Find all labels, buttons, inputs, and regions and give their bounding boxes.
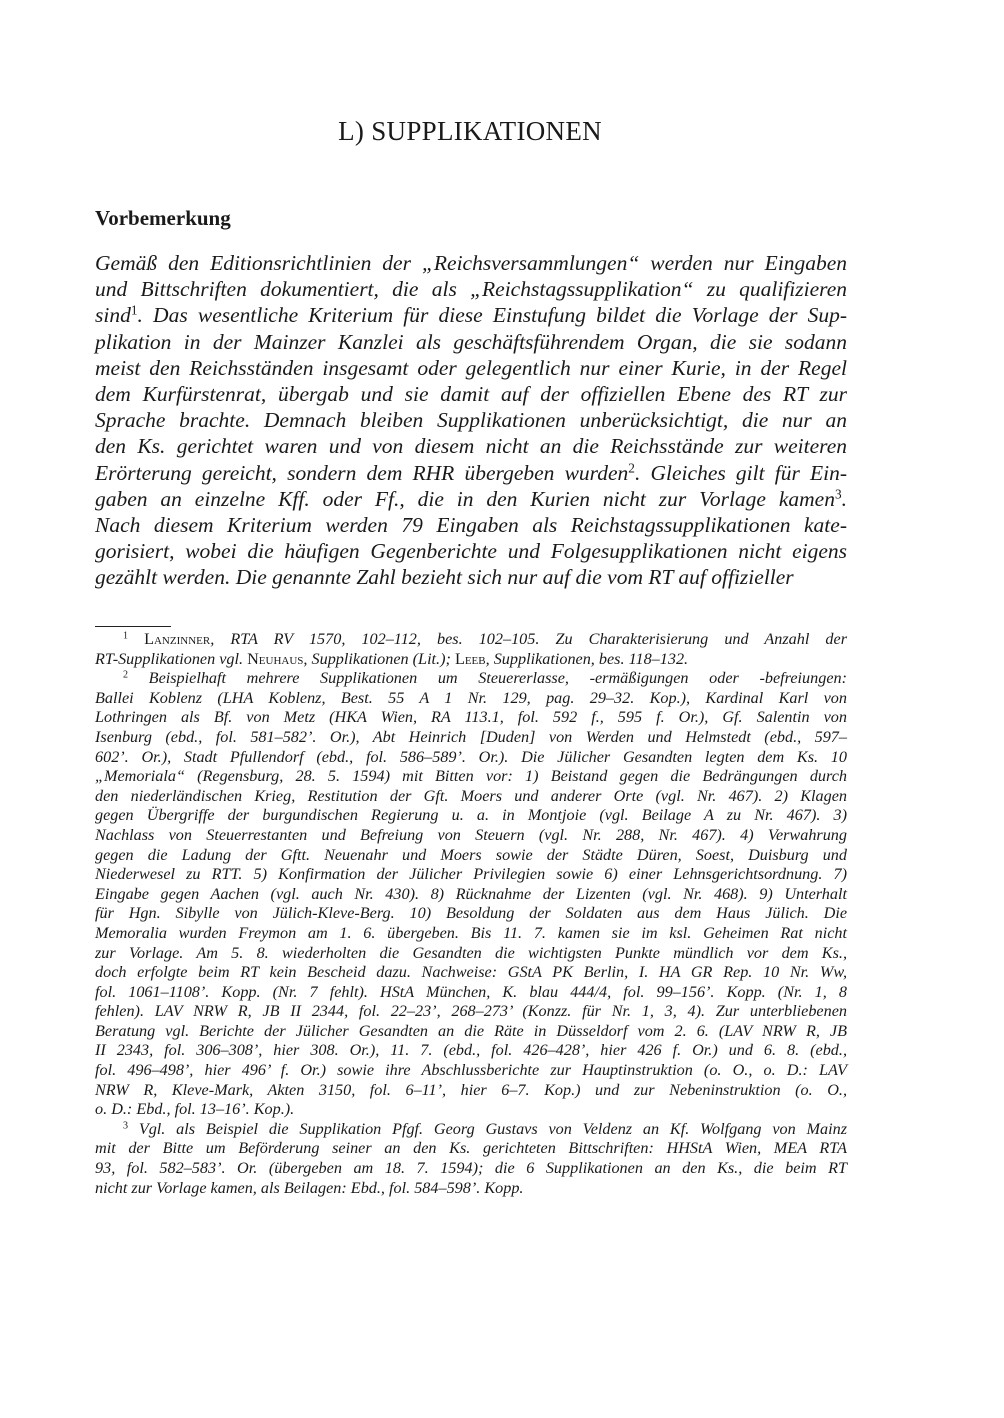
text-line [95, 512, 847, 538]
text-segment: 93, fol. 582–583’. Or. (übergeben am 18. 7. 1594); die 6 Supplikationen an den Ks., die beim RT [95, 1159, 847, 1178]
section-title: L) SUPPLIKATIONEN [338, 116, 602, 146]
text-segment: zur Vorlage. Am 5. 8. wiederholten die Gesandten die wichtigsten Punkte mündlich vor dem Ks., [95, 943, 847, 962]
footnote-marker: 2 [628, 460, 635, 476]
footnote-line [95, 1061, 847, 1081]
text-segment: dem Kurfürstenrat, übergab und sie damit auf der offiziellen Ebene des RT zur [95, 382, 847, 407]
footnote-line [95, 1041, 847, 1061]
text-segment: Isenburg (ebd., fol. 581–582’. Or.), Abt Heinrich [Duden] von Werden und Helmstedt (ebd., 597– [95, 727, 847, 746]
footnote-line [95, 983, 847, 1003]
text-segment: , RTA RV 1570, 102–112, bes. 102–105. Zu Charakterisierung und Anzahl der [210, 630, 847, 648]
footnote-divider [95, 626, 171, 627]
footnote-line [95, 650, 847, 670]
text-segment: doch erfolgte beim RT kein Bescheid dazu. Nachweise: GStA PK Berlin, I. HA GR Rep. 10 Nr. Ww, [95, 963, 847, 982]
text-segment: Beratung vgl. Berichte der Jülicher Gesandten an die Räte in Düsseldorf vom 2. 6. (LAV NRW R, JB [95, 1021, 847, 1040]
text-segment: Nach diesem Kriterium werden 79 Eingaben als Reichstagssupplikationen kate- [95, 513, 847, 538]
text-segment: gaben an einzelne Kff. oder Ff., die in den Kurien nicht zur Vorlage kamen [95, 486, 835, 511]
text-segment: fol. 496–498’, hier 496’ f. Or.) sowie ihre Abschlussberichte zur Hauptinstruktion (o. O., o. D.: LAV [95, 1061, 847, 1080]
footnote-line [95, 924, 847, 944]
text-line [95, 433, 847, 459]
text-segment: gegen die Ladung der Gftt. Neuenahr und Moers sowie der Städte Düren, Soest, Duisburg und [95, 845, 847, 864]
footnote-line [95, 669, 847, 689]
footnote-marker: 1 [130, 303, 138, 319]
text-segment: fehlen). LAV NRW R, JB II 2344, fol. 22–23’, 268–273’ (Konzz. für Nr. 1, 3, 4). Zur unterbliebenen [95, 1002, 847, 1021]
text-segment: . [841, 486, 847, 511]
footnote-line [95, 708, 847, 728]
text-segment: gezählt werden. Die genannte Zahl bezieht sich nur auf die vom RT auf offizieller [95, 565, 794, 590]
text-segment: Lothringen als Bf. von Metz (HKA Wien, RA 113.1, fol. 592 f., 595 f. Or.), Gf. Salentin von [95, 708, 847, 727]
main-text [95, 250, 847, 591]
footnote-marker: 1 [123, 630, 129, 642]
section-heading: Vorbemerkung [95, 206, 231, 230]
text-segment: nicht zur Vorlage kamen, als Beilagen: Ebd., fol. 584–598’. Kopp. [95, 1178, 524, 1197]
text-segment: Vgl. als Beispiel die Supplikation Pfgf. Georg Gustavs von Veldenz an Kf. Wolfgang von Mainz [128, 1119, 847, 1138]
text-segment [128, 630, 144, 648]
text-line [95, 302, 847, 328]
footnote-line [95, 1120, 847, 1140]
footnote-line [95, 787, 847, 807]
text-segment: o. D.: Ebd., fol. 13–16’. Kop.). [95, 1100, 295, 1119]
text-line [95, 538, 847, 564]
text-segment: sind [95, 303, 131, 328]
text-segment: Erörterung gereicht, sondern dem RHR übergeben wurden [95, 460, 629, 485]
text-line [95, 276, 847, 302]
text-segment: mit der Bitte um Beförderung seiner an den Ks. gerichteten Bittschriften: HHStA Wien, MEA RTA [95, 1139, 847, 1158]
text-segment: Beispielhaft mehrere Supplikationen um Steuererlasse, -ermäßigungen oder -befreiungen: [128, 669, 847, 688]
text-segment: Eingabe gegen Aachen (vgl. auch Nr. 430). 8) Rücknahme der Lizenten (vgl. Nr. 468). 9) Unterhalt [95, 884, 847, 903]
footnote-line [95, 944, 847, 964]
footnote-line [95, 826, 847, 846]
text-segment: plikation in der Mainzer Kanzlei als geschäftsführendem Organ, die sie sodann [95, 329, 847, 354]
text-line [95, 407, 847, 433]
footnote-line [95, 748, 847, 768]
text-segment: für Hgn. Sibylle von Jülich-Kleve-Berg. 10) Besoldung der Soldaten aus dem Haus Jülich. Die [95, 904, 847, 923]
text-segment: . Das wesentliche Kriterium für diese Einstufung bildet die Vorlage der Sup- [137, 303, 847, 328]
text-segment: II 2343, fol. 306–308’, hier 308. Or.), 11. 7. (ebd., fol. 426–428’, hier 426 f. Or.) und 6. 8. (ebd., [95, 1041, 847, 1060]
text-segment: Gemäß den Editionsrichtlinien der „Reichsversammlungen“ werden nur Eingaben [95, 251, 847, 275]
text-segment: Leeb [454, 649, 486, 668]
text-segment: , Supplikationen (Lit.); [303, 649, 455, 668]
text-segment: 602’. Or.), Stadt Pfullendorf (ebd., fol. 586–589’. Or.). Die Jülicher Gesandten legten dem Ks. 10 [95, 747, 847, 766]
text-line [95, 329, 847, 355]
footnote-line [95, 630, 847, 650]
text-segment: gegen Übergriffe der burgundischen Regierung u. a. in Montjoie (vgl. Beilage A zu Nr. 467). 3) [95, 806, 847, 825]
text-segment: „Memoriala“ (Regensburg, 28. 5. 1594) mit Bitten vor: 1) Beistand gegen die Bedrängungen durch [95, 767, 847, 786]
footnote-line [95, 865, 847, 885]
text-segment: und Bittschriften dokumentiert, die als „Reichstagssupplikation“ zu qualifizieren [95, 277, 847, 302]
text-line [95, 460, 847, 486]
text-segment: meist den Reichsständen insgesamt oder gelegentlich nur einer Kurie, in der Regel [95, 355, 847, 380]
text-segment: . Gleiches gilt für Ein- [634, 460, 847, 485]
text-segment: NRW R, Kleve-Mark, Akten 3150, fol. 6–11’, hier 6–7. Kop.) und zur Nebeninstruktion (o. O., [95, 1080, 847, 1099]
footnote-line [95, 1179, 847, 1199]
footnote-line [95, 1139, 847, 1159]
text-segment: Neuhaus [247, 649, 304, 668]
footnote-line [95, 963, 847, 983]
footnote-marker: 3 [123, 1120, 129, 1132]
text-line [95, 564, 847, 590]
footnote-line [95, 846, 847, 866]
text-segment: fol. 1061–1108’. Kopp. (Nr. 7 fehlt). HStA München, K. blau 444/4, fol. 99–156’. Kopp. (Nr. 1, 8 [95, 982, 847, 1001]
text-segment: den Ks. gerichtet waren und von diesem nicht an die Reichsstände zur weiteren [95, 434, 847, 459]
text-segment: Memoralia wurden Freymon am 1. 6. übergeben. Bis 11. 7. kamen sie im ksl. Geheimen Rat nicht [95, 923, 847, 942]
text-segment: gorisiert, wobei die häufigen Gegenberichte und Folgesupplikationen nicht eigens [95, 539, 847, 564]
footnote-line [95, 1002, 847, 1022]
footnote-line [95, 904, 847, 924]
text-segment: Ballei Koblenz (LHA Koblenz, Best. 55 A 1 Nr. 129, pag. 29–32. Kop.), Kardinal Karl von [95, 688, 847, 707]
footnote-line [95, 1081, 847, 1101]
footnote-line [95, 767, 847, 787]
text-segment: Lanzinner [144, 630, 211, 648]
footnote-line [95, 885, 847, 905]
text-line [95, 381, 847, 407]
text-segment: Niederwesel zu RTT. 5) Konfirmation der Jülicher Privilegien sowie 6) einer Lehnsgerichtsordnung. 7) [95, 865, 847, 884]
text-segment: , Supplikationen, bes. 118–132. [485, 649, 689, 668]
footnote-marker: 2 [123, 669, 129, 681]
footnote-line [95, 1100, 847, 1120]
footnote-line [95, 1159, 847, 1179]
text-segment: Nachlass von Steuerrestanten und Befreiung von Steuern (vgl. Nr. 288, Nr. 467). 4) Verwahrung [95, 825, 847, 844]
footnote-line [95, 806, 847, 826]
text-segment: RT-Supplikationen vgl. [95, 649, 248, 668]
text-segment: Sprache brachte. Demnach bleiben Supplikationen unberücksichtigt, die nur an [95, 408, 847, 433]
footnotes [95, 630, 847, 1198]
text-line [95, 486, 847, 512]
text-segment: den niederländischen Krieg, Restitution der Gft. Moers und anderer Orte (vgl. Nr. 467). 2) Klagen [95, 786, 847, 805]
footnote-line [95, 728, 847, 748]
text-line [95, 355, 847, 381]
text-line [95, 250, 847, 276]
footnote-marker: 3 [834, 486, 842, 502]
footnote-line [95, 689, 847, 709]
footnote-line [95, 1022, 847, 1042]
